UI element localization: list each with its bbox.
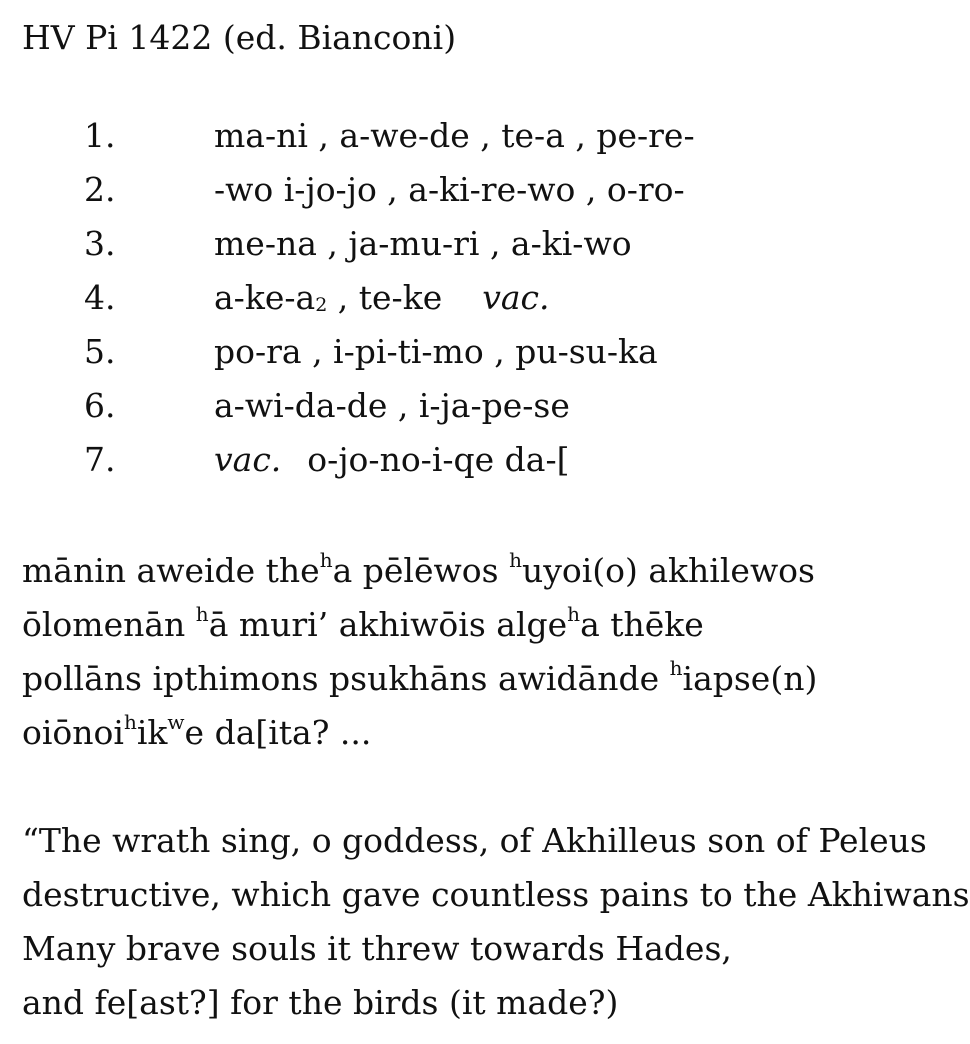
document-title: HV Pi 1422 (ed. Bianconi) [22,18,457,57]
line-number: 4. [84,277,116,317]
inscription-line-7 [22,432,952,486]
line-text-main: o-jo-no-i-qe da-[ [307,439,570,479]
line-text [214,440,570,479]
line-number: 7. [84,439,116,479]
translit-text: a thēke [580,605,704,644]
line-number: 3. [84,223,116,263]
translit-text: e da[ita? ... [184,713,372,752]
aspiration-mark: h [123,710,137,734]
transliteration [22,544,952,760]
document [22,14,970,1030]
vacat-marker: vac. [214,439,282,479]
translit-text: ōlomenān [22,605,196,644]
translit-text: a pēlēwos [332,551,510,590]
inscription-line-6 [22,378,952,432]
translit-text: mānin aweide the [22,551,320,590]
translit-text: ik [136,713,168,752]
line-number: 2. [84,169,116,209]
inscription-line-4 [22,270,952,324]
line-number: 6. [84,385,116,425]
line-text: po-ra , i-pi-ti-mo , pu-su-ka [214,331,658,371]
line-text: me-na , ja-mu-ri , a-ki-wo [214,223,632,263]
aspiration-mark: h [509,548,522,572]
line-number: 1. [84,115,116,155]
aspiration-mark: h [319,548,333,572]
translation-line-2: destructive, which gave countless pains to the Akhiwans [22,875,970,914]
aspiration-mark: h [195,602,209,626]
labiovelar-mark: w [167,710,185,734]
line-text [214,278,550,317]
line-text: a-wi-da-de , i-ja-pe-se [214,385,570,425]
translit-text: pollāns ipthimons psukhāns awidānde [22,659,670,698]
translation-line-3: Many brave souls it threw towards Hades, [22,929,732,968]
translit-text: oiōnoi [22,713,124,752]
vacat-marker: vac. [482,277,550,317]
inscription-line-2 [22,162,952,216]
transliteration-line-4 [22,706,952,760]
line-number: 5. [84,331,116,371]
inscription-line-1 [22,108,952,162]
translit-text: uyoi(o) akhilewos [521,551,815,590]
aspiration-mark: h [669,656,683,680]
aspiration-mark: h [567,602,581,626]
transliteration-line-1 [22,544,952,598]
translit-text: iapse(n) [682,659,818,698]
line-text-subscript: 2 [315,293,328,316]
line-text-main: a-ke-a [214,277,316,317]
transliteration-line-2 [22,598,952,652]
transliteration-line-3 [22,652,952,706]
line-text-rest: , te-ke [327,277,443,317]
line-text: -wo i-jo-jo , a-ki-re-wo , o-ro- [214,169,685,209]
translit-text: ā muri’ akhiwōis alge [208,605,568,644]
translation-line-4: and fe[ast?] for the birds (it made?) [22,983,619,1022]
inscription-lines [22,108,952,486]
translation [22,814,970,1030]
translation-line-1: “The wrath sing, o goddess, of Akhilleus son of Peleus [22,821,927,860]
inscription-line-3 [22,216,952,270]
inscription-line-5 [22,324,952,378]
line-text: ma-ni , a-we-de , te-a , pe-re- [214,115,695,155]
